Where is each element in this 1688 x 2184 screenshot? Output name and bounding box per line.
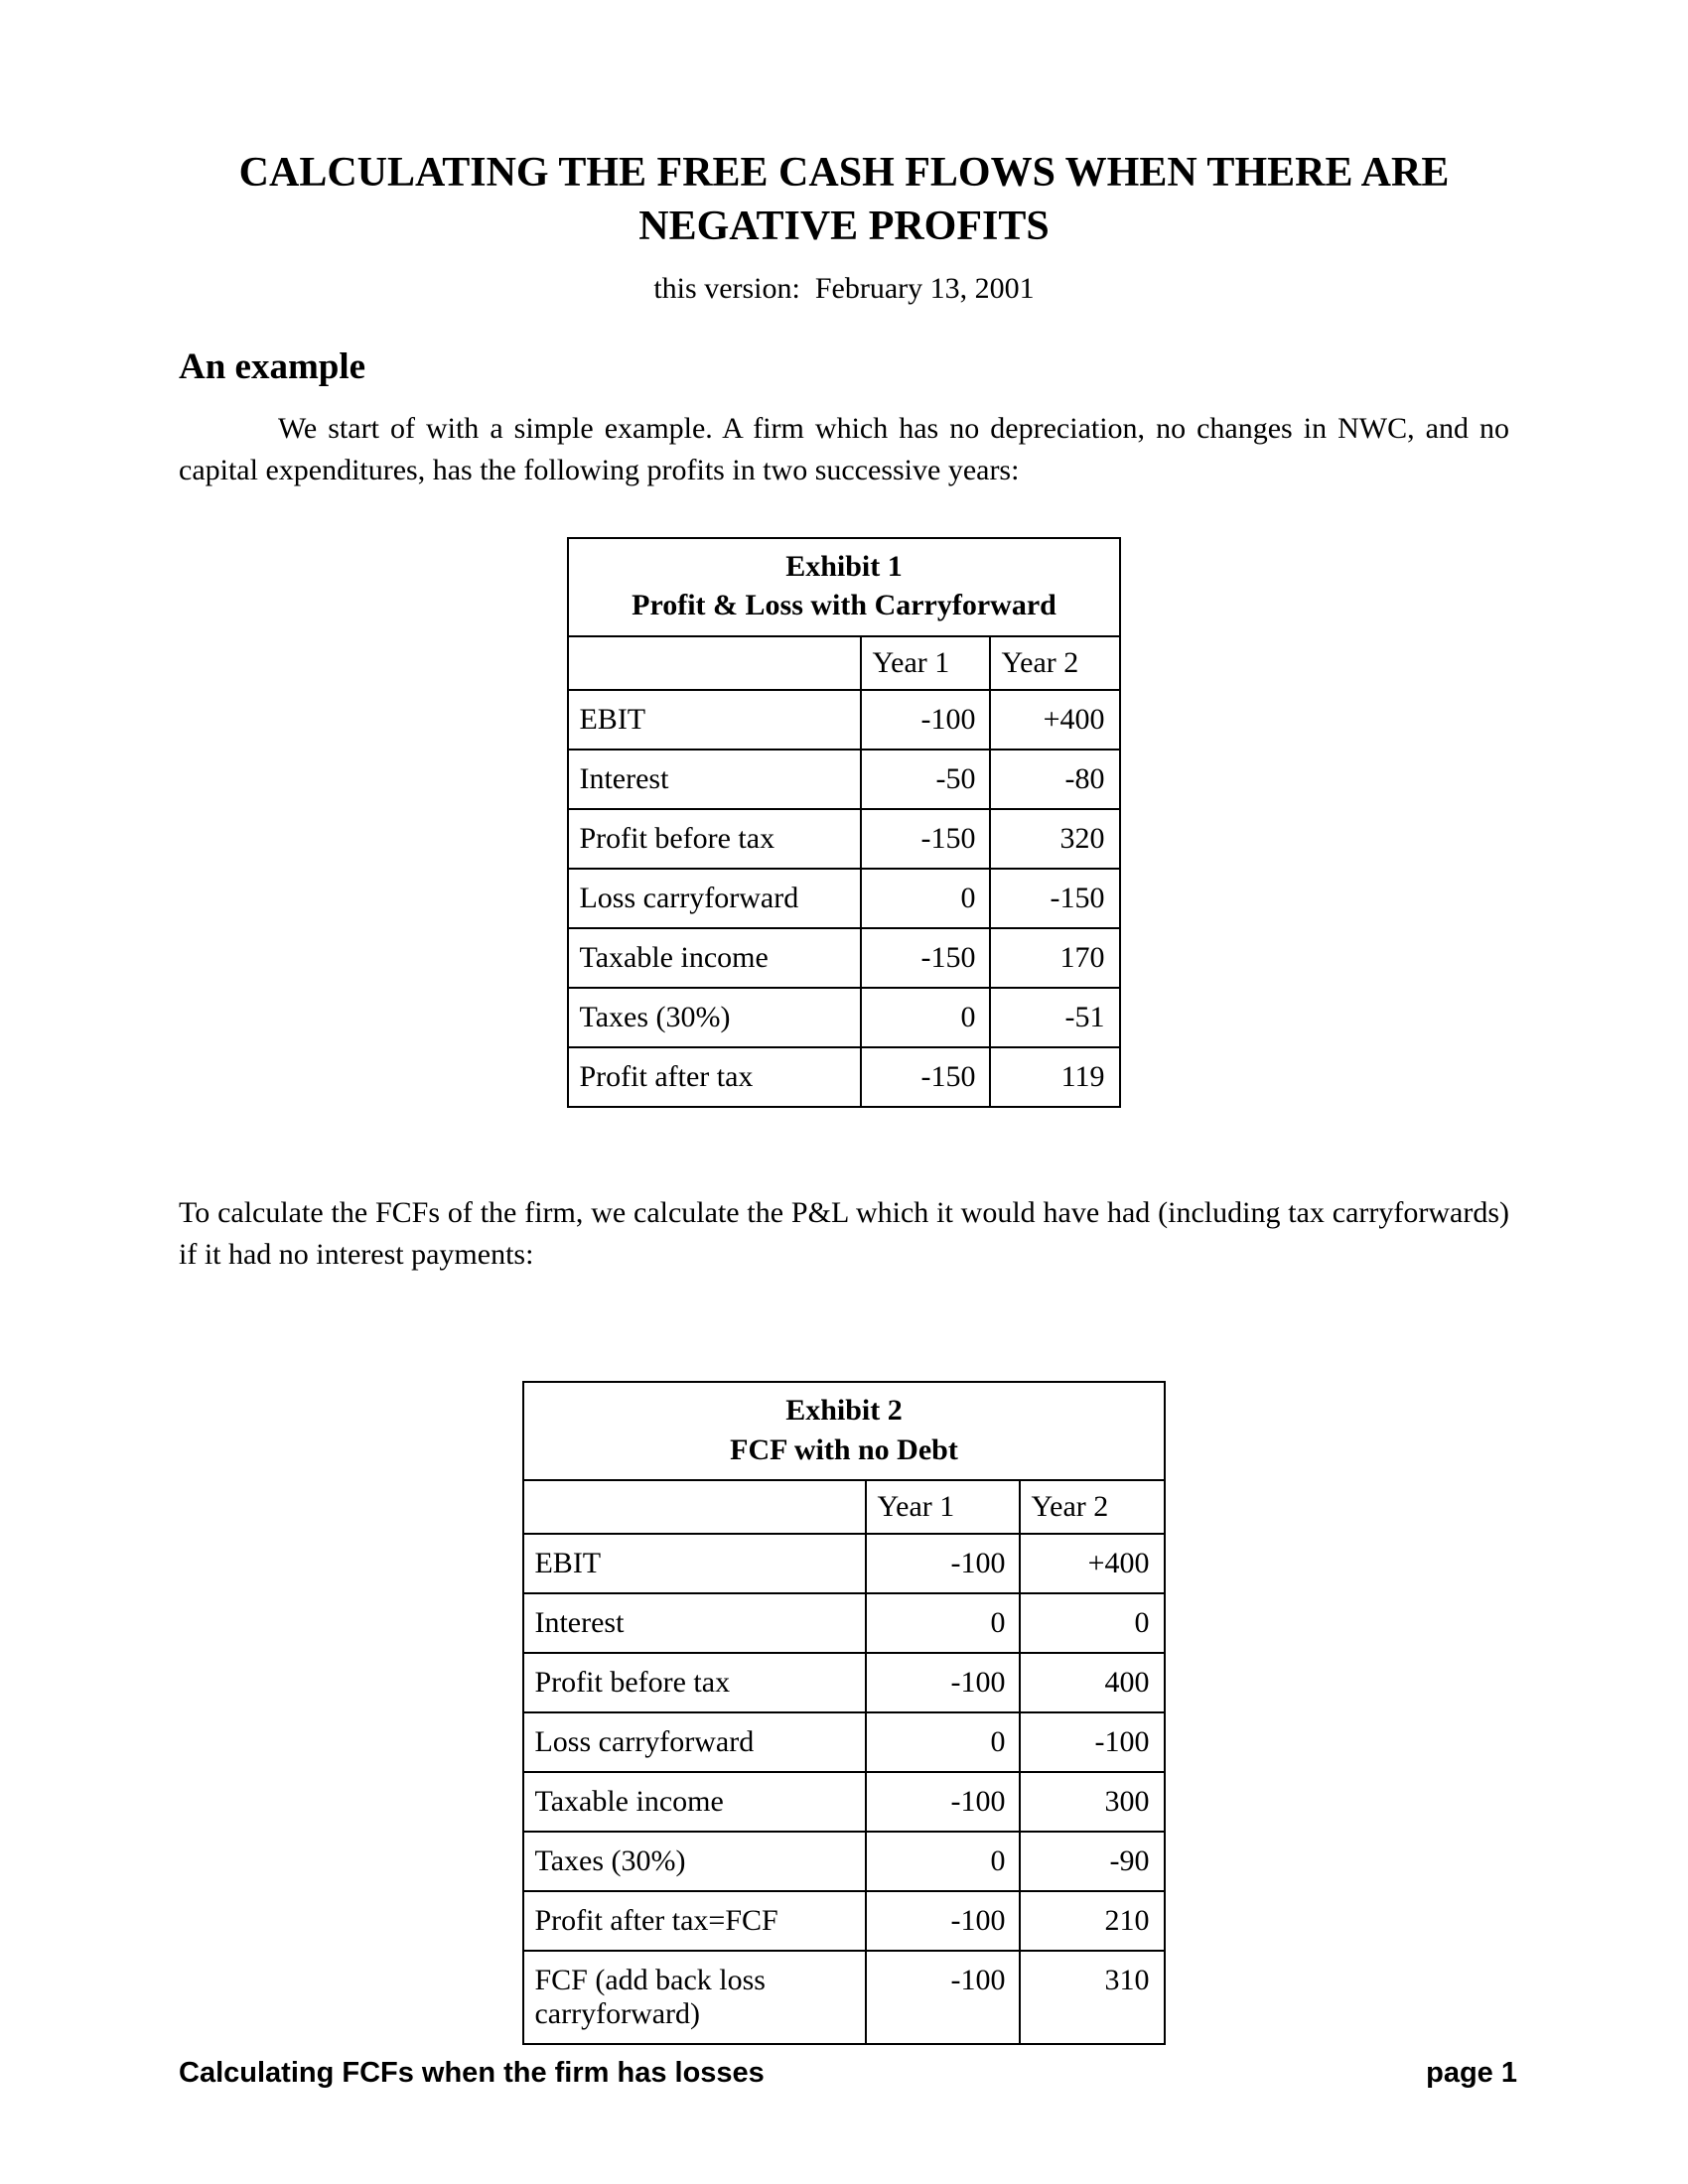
cell-year2: 119 xyxy=(990,1047,1119,1107)
row-label: FCF (add back loss carryforward) xyxy=(523,1951,866,2044)
table-row xyxy=(523,1593,1164,1653)
exhibit2-column-header-row xyxy=(523,1480,1164,1534)
table-row xyxy=(523,1951,1164,2044)
row-label: Interest xyxy=(523,1593,866,1653)
cell-year2: 210 xyxy=(1020,1891,1164,1951)
intro-paragraph: We start of with a simple example. A firm which has no depreciation, no changes in NWC, and no capital expenditures, has the following profits in two successive years: xyxy=(179,411,1509,487)
exhibit1-col-year1: Year 1 xyxy=(861,636,990,690)
cell-year2: 320 xyxy=(990,809,1119,869)
table-row xyxy=(568,750,1119,809)
cell-year2: -150 xyxy=(990,869,1119,928)
row-label: Taxable income xyxy=(568,928,861,988)
row-label: Taxes (30%) xyxy=(568,988,861,1047)
cell-year1: -100 xyxy=(866,1951,1020,2044)
cell-year2: -90 xyxy=(1020,1832,1164,1891)
cell-year2: -100 xyxy=(1020,1712,1164,1772)
page-footer xyxy=(179,2057,1517,2090)
exhibit1-caption xyxy=(568,538,1119,636)
cell-year1: -100 xyxy=(866,1891,1020,1951)
exhibit2-subtitle: FCF with no Debt xyxy=(730,1433,958,1466)
cell-year1: 0 xyxy=(866,1712,1020,1772)
row-label: EBIT xyxy=(523,1534,866,1593)
table-row xyxy=(568,809,1119,869)
exhibit2-col-blank xyxy=(523,1480,866,1534)
exhibit2-table xyxy=(522,1381,1165,2045)
cell-year1: 0 xyxy=(861,869,990,928)
table-row xyxy=(523,1772,1164,1832)
cell-year2: +400 xyxy=(1020,1534,1164,1593)
row-label: Taxes (30%) xyxy=(523,1832,866,1891)
cell-year1: 0 xyxy=(866,1593,1020,1653)
row-label: Loss carryforward xyxy=(523,1712,866,1772)
cell-year2: 310 xyxy=(1020,1951,1164,2044)
exhibit2-title: Exhibit 2 xyxy=(785,1394,903,1428)
row-label: Profit before tax xyxy=(523,1653,866,1712)
exhibit1-col-year2: Year 2 xyxy=(990,636,1119,690)
table-row xyxy=(568,928,1119,988)
exhibit2-col-year1: Year 1 xyxy=(866,1480,1020,1534)
cell-year2: -80 xyxy=(990,750,1119,809)
row-label: Profit before tax xyxy=(568,809,861,869)
cell-year1: -150 xyxy=(861,928,990,988)
cell-year2: 0 xyxy=(1020,1593,1164,1653)
exhibit1-column-header-row xyxy=(568,636,1119,690)
row-label: Taxable income xyxy=(523,1772,866,1832)
table-row xyxy=(568,988,1119,1047)
document-title: CALCULATING THE FREE CASH FLOWS WHEN THERE ARE NEGATIVE PROFITS xyxy=(238,150,1450,249)
cell-year1: -100 xyxy=(866,1772,1020,1832)
cell-year2: +400 xyxy=(990,690,1119,750)
cell-year1: -100 xyxy=(866,1534,1020,1593)
row-label: EBIT xyxy=(568,690,861,750)
cell-year1: -50 xyxy=(861,750,990,809)
section-heading: An example xyxy=(179,345,366,387)
table-row xyxy=(523,1712,1164,1772)
row-label: Profit after tax=FCF xyxy=(523,1891,866,1951)
exhibit1-caption-row xyxy=(568,538,1119,636)
fcf-paragraph: To calculate the FCFs of the firm, we calculate the P&L which it would have had (including tax carryforwards) if it had no interest payments: xyxy=(179,1195,1509,1272)
version-line: this version: February 13, 2001 xyxy=(653,271,1035,305)
exhibit2-col-year2: Year 2 xyxy=(1020,1480,1164,1534)
table-row xyxy=(568,869,1119,928)
footer-left-text: Calculating FCFs when the firm has losses xyxy=(179,2057,765,2089)
cell-year2: 170 xyxy=(990,928,1119,988)
table-row xyxy=(568,1047,1119,1107)
exhibit1-table xyxy=(567,537,1120,1108)
table-row xyxy=(568,690,1119,750)
exhibit1-title: Exhibit 1 xyxy=(785,549,903,583)
cell-year1: -100 xyxy=(866,1653,1020,1712)
cell-year1: -100 xyxy=(861,690,990,750)
exhibit2-caption-row xyxy=(523,1382,1164,1480)
cell-year1: -150 xyxy=(861,1047,990,1107)
exhibit2-caption xyxy=(523,1382,1164,1480)
cell-year2: 300 xyxy=(1020,1772,1164,1832)
cell-year2: -51 xyxy=(990,988,1119,1047)
cell-year2: 400 xyxy=(1020,1653,1164,1712)
footer-page-number: page 1 xyxy=(1426,2057,1517,2089)
table-row xyxy=(523,1653,1164,1712)
exhibit1-col-blank xyxy=(568,636,861,690)
row-label: Interest xyxy=(568,750,861,809)
cell-year1: -150 xyxy=(861,809,990,869)
row-label: Profit after tax xyxy=(568,1047,861,1107)
cell-year1: 0 xyxy=(866,1832,1020,1891)
exhibit1-subtitle: Profit & Loss with Carryforward xyxy=(632,589,1056,622)
table-row xyxy=(523,1891,1164,1951)
table-row xyxy=(523,1534,1164,1593)
row-label: Loss carryforward xyxy=(568,869,861,928)
cell-year1: 0 xyxy=(861,988,990,1047)
table-row xyxy=(523,1832,1164,1891)
